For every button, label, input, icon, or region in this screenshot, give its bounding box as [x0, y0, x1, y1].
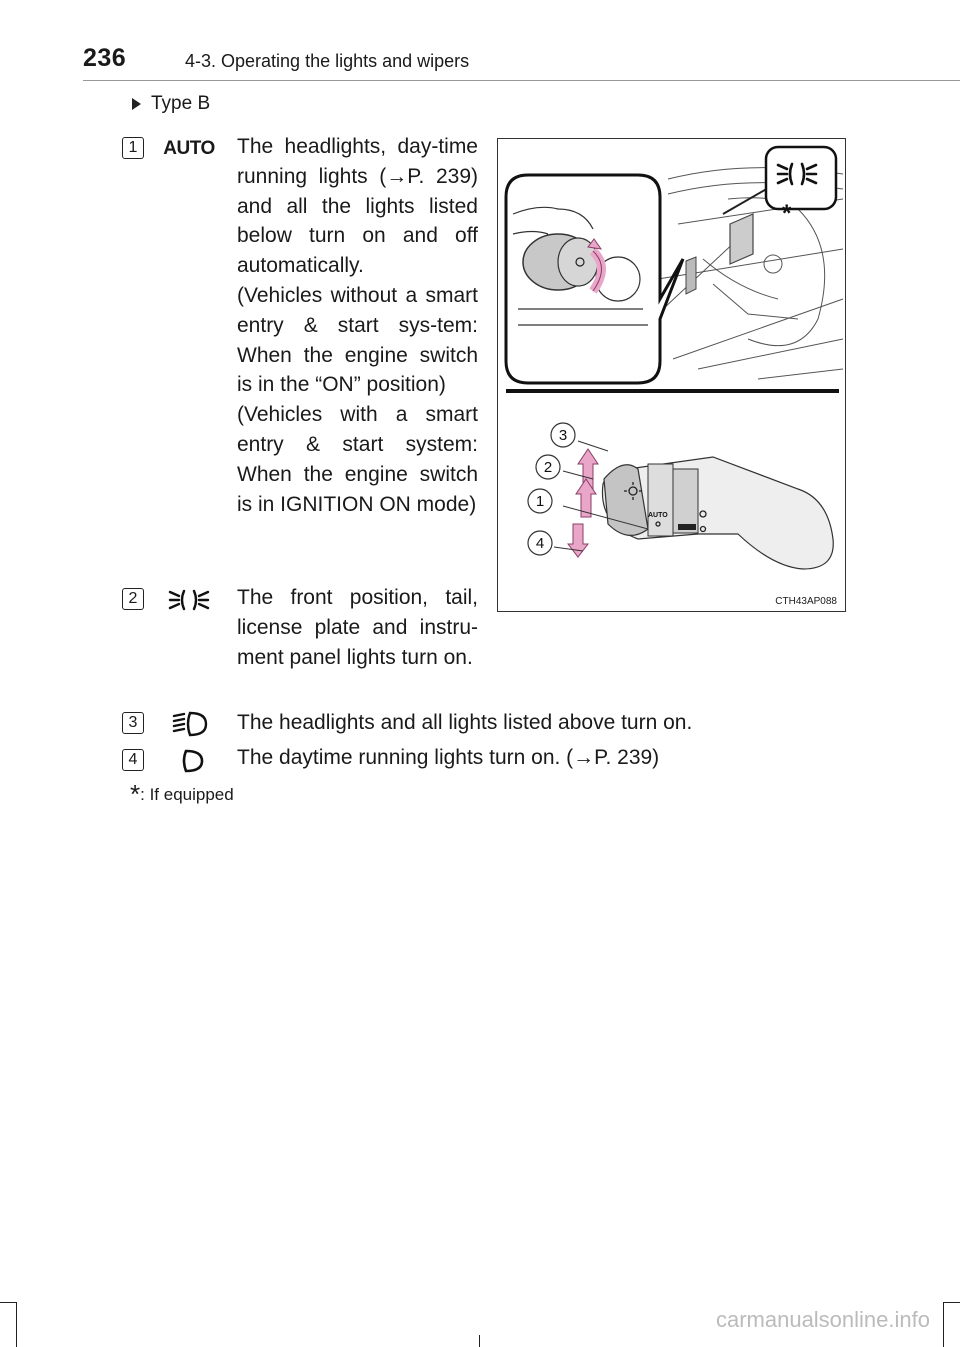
headlights-icon: [172, 709, 210, 739]
item-2-description: [237, 583, 478, 672]
item-1-description: [237, 132, 478, 519]
item-1-paragraph: The headlights, day-time running lights (→P. 239) and all the lights listed below turn on and off automatically.: [237, 135, 478, 278]
crop-mark: [943, 1302, 944, 1347]
item-3-description: The headlights and all lights listed above turn on.: [237, 711, 693, 734]
crop-mark: [16, 1302, 17, 1347]
item-2-paragraph: The front position, tail, license plate and instru-ment panel lights turn on.: [237, 586, 478, 669]
item-1-paragraph: (Vehicles with a smart entry & start system: When the engine switch is in IGNITION ON mode): [237, 403, 478, 516]
callout-number: 1: [535, 493, 545, 510]
figure-auto-mark: AUTO: [648, 512, 668, 519]
item-number-1: 1: [122, 137, 144, 159]
callout-number: 4: [535, 535, 545, 552]
item-number-3: 3: [122, 712, 144, 734]
callout-number: 2: [543, 459, 553, 476]
auto-text-icon: AUTO: [163, 138, 215, 159]
item-4-description: The daytime running lights turn on. (→P. 239): [237, 746, 660, 769]
crop-mark: [0, 1302, 16, 1303]
watermark: carmanualsonline.info: [715, 1307, 930, 1332]
item-number-2: 2: [122, 588, 144, 610]
position-lights-icon: [168, 585, 210, 615]
footnote-text: : If equipped: [140, 785, 234, 804]
section-title: 4-3. Operating the lights and wipers: [185, 51, 470, 71]
figure-asterisk: *: [782, 200, 792, 227]
crop-mark: [944, 1302, 960, 1303]
figure-code: CTH43AP088: [775, 596, 837, 607]
footnote-mark: *: [130, 779, 141, 809]
daytime-running-lights-icon: [176, 746, 206, 776]
footnote: [130, 779, 234, 809]
headlight-switch-illustration: [497, 138, 846, 612]
crop-mark: [479, 1335, 480, 1347]
header-divider: [83, 80, 960, 81]
type-heading: [132, 93, 210, 115]
item-1-paragraph: (Vehicles without a smart entry & start sys-tem: When the engine switch is in the “ON” position): [237, 283, 478, 397]
callout-number: 3: [558, 427, 568, 444]
triangle-bullet-icon: [132, 98, 141, 110]
illustration-drawing: [498, 139, 845, 611]
type-label: Type B: [151, 93, 211, 114]
page-number: 236: [83, 44, 127, 72]
item-number-4: 4: [122, 749, 144, 771]
